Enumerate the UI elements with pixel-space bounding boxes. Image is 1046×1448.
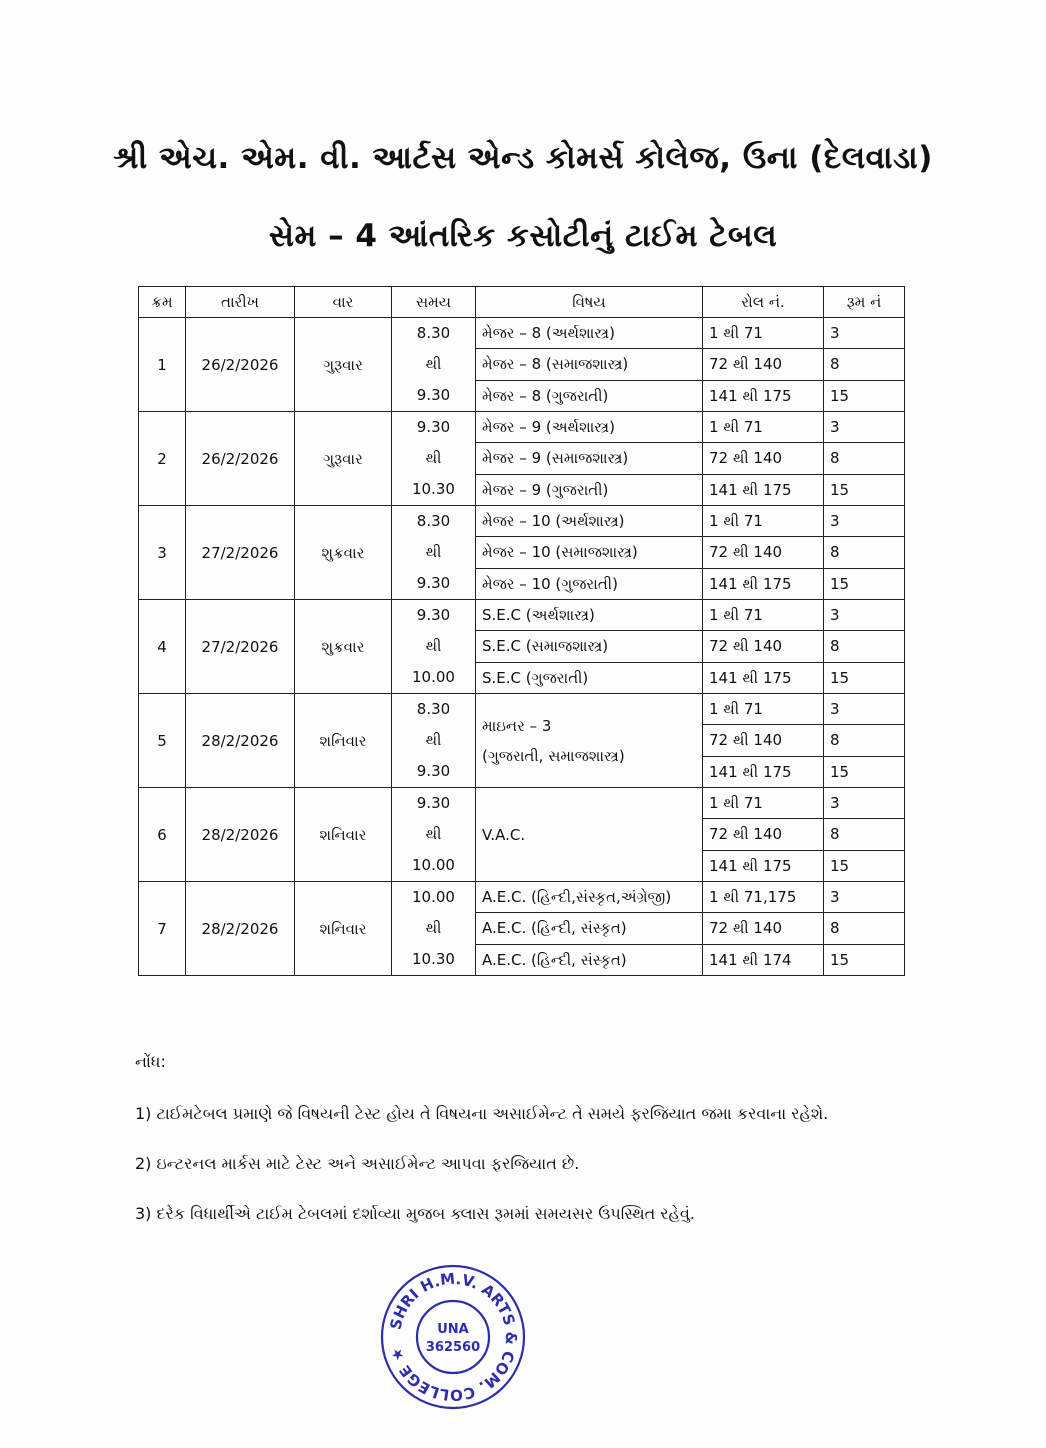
cell-room: 3 <box>824 788 905 819</box>
cell-room: 15 <box>824 568 905 599</box>
cell-roll: 72 થી 140 <box>703 631 824 662</box>
cell-roll: 1 થી 71 <box>703 788 824 819</box>
table-row <box>139 412 905 443</box>
stamp-ring-text: SHRI H.M.V. ARTS & COM. COLLEGE ★ <box>386 1269 521 1405</box>
cell-subject: મેજર – 8 (ગુજરાતી) <box>476 380 703 411</box>
cell-time <box>392 882 476 976</box>
cell-day: શનિવાર <box>295 882 392 976</box>
cell-roll: 72 થી 140 <box>703 913 824 944</box>
cell-subject: મેજર – 9 (અર્થશાસ્ત્ર) <box>476 412 703 443</box>
cell-serial: 7 <box>139 882 186 976</box>
timetable-header-row <box>139 287 905 318</box>
cell-subject: મેજર – 9 (ગુજરાતી) <box>476 474 703 505</box>
time-line: થી <box>425 731 442 749</box>
cell-date: 28/2/2026 <box>186 694 295 788</box>
cell-roll: 141 થી 175 <box>703 380 824 411</box>
cell-subject: મેજર – 8 (અર્થશાસ્ત્ર) <box>476 318 703 349</box>
cell-subject: મેજર – 9 (સમાજશાસ્ત્ર) <box>476 443 703 474</box>
header-serial: ક્રમ <box>139 287 186 318</box>
time-line: 9.30 <box>416 386 451 404</box>
cell-room: 3 <box>824 412 905 443</box>
time-line: 9.30 <box>416 794 451 812</box>
note-item: 2) ઇન્ટરનલ માર્કસ માટે ટેસ્ટ અને અસાઈમેન્ટ આપવા ફરજિયાત છે. <box>135 1154 580 1173</box>
header-date: તારીખ <box>186 287 295 318</box>
cell-roll: 141 થી 175 <box>703 474 824 505</box>
cell-date: 27/2/2026 <box>186 506 295 600</box>
cell-room: 15 <box>824 944 905 975</box>
table-row <box>139 600 905 631</box>
cell-subject: S.E.C (સમાજશાસ્ત્ર) <box>476 631 703 662</box>
cell-roll: 72 થી 140 <box>703 819 824 850</box>
table-row <box>139 788 905 819</box>
cell-subject: મેજર – 10 (અર્થશાસ્ત્ર) <box>476 506 703 537</box>
exam-title: સેમ – 4 આંતરિક કસોટીનું ટાઈમ ટેબલ <box>268 218 778 254</box>
time-line: થી <box>425 543 442 561</box>
cell-date: 28/2/2026 <box>186 882 295 976</box>
cell-time <box>392 600 476 694</box>
subject-line: માઇનર – 3 <box>482 716 552 735</box>
cell-subject: A.E.C. (હિન્દી, સંસ્કૃત) <box>476 944 703 975</box>
cell-roll: 141 થી 175 <box>703 850 824 881</box>
cell-room: 15 <box>824 850 905 881</box>
time-line: થી <box>425 637 442 655</box>
cell-day: શુક્રવાર <box>295 600 392 694</box>
cell-room: 3 <box>824 694 905 725</box>
cell-subject: A.E.C. (હિન્દી,સંસ્કૃત,અંગ્રેજી) <box>476 882 703 913</box>
cell-time <box>392 318 476 412</box>
cell-time <box>392 412 476 506</box>
cell-roll: 1 થી 71 <box>703 506 824 537</box>
cell-subject: S.E.C (અર્થશાસ્ત્ર) <box>476 600 703 631</box>
cell-room: 3 <box>824 506 905 537</box>
cell-subject <box>476 788 703 882</box>
cell-subject: મેજર – 10 (સમાજશાસ્ત્ર) <box>476 537 703 568</box>
table-row <box>139 882 905 913</box>
time-line: 10.30 <box>412 480 455 498</box>
time-line: થી <box>425 825 442 843</box>
cell-room: 8 <box>824 349 905 380</box>
cell-date: 26/2/2026 <box>186 412 295 506</box>
cell-subject: S.E.C (ગુજરાતી) <box>476 662 703 693</box>
cell-room: 15 <box>824 474 905 505</box>
cell-serial: 4 <box>139 600 186 694</box>
note-item: 3) દરેક વિધાર્થીએ ટાઈમ ટેબલમાં દર્શાવ્યા મુજબ ક્લાસ રૂમમાં સમયસર ઉપસ્થિત રહેવું. <box>135 1204 695 1223</box>
cell-subject <box>476 694 703 788</box>
cell-roll: 1 થી 71,175 <box>703 882 824 913</box>
cell-roll: 141 થી 175 <box>703 756 824 787</box>
cell-roll: 1 થી 71 <box>703 412 824 443</box>
cell-serial: 2 <box>139 412 186 506</box>
cell-room: 8 <box>824 537 905 568</box>
time-line: 10.00 <box>412 888 455 906</box>
cell-room: 8 <box>824 819 905 850</box>
time-line: 8.30 <box>416 700 451 718</box>
cell-roll: 72 થી 140 <box>703 349 824 380</box>
cell-day: ગુરૂવાર <box>295 412 392 506</box>
header-room: રૂમ નં <box>824 287 905 318</box>
header-subject: વિષય <box>476 287 703 318</box>
cell-room: 15 <box>824 756 905 787</box>
notes-heading: નોંધ: <box>135 1052 166 1071</box>
cell-serial: 5 <box>139 694 186 788</box>
cell-roll: 72 થી 140 <box>703 537 824 568</box>
cell-roll: 141 થી 174 <box>703 944 824 975</box>
time-line: 9.30 <box>416 574 451 592</box>
cell-roll: 1 થી 71 <box>703 318 824 349</box>
cell-room: 15 <box>824 662 905 693</box>
time-line: 9.30 <box>416 418 451 436</box>
table-row <box>139 694 905 725</box>
college-seal-stamp <box>378 1262 528 1412</box>
cell-date: 28/2/2026 <box>186 788 295 882</box>
time-line: 9.30 <box>416 762 451 780</box>
notes <box>135 1052 935 1254</box>
time-line: 9.30 <box>416 606 451 624</box>
cell-serial: 3 <box>139 506 186 600</box>
cell-date: 27/2/2026 <box>186 600 295 694</box>
cell-room: 3 <box>824 882 905 913</box>
cell-room: 15 <box>824 380 905 411</box>
cell-day: શનિવાર <box>295 694 392 788</box>
cell-date: 26/2/2026 <box>186 318 295 412</box>
cell-room: 3 <box>824 318 905 349</box>
time-line: થી <box>425 919 442 937</box>
subject-line: (ગુજરાતી, સમાજશાસ્ત્ર) <box>482 746 625 765</box>
cell-roll: 141 થી 175 <box>703 662 824 693</box>
cell-roll: 72 થી 140 <box>703 725 824 756</box>
header-day: વાર <box>295 287 392 318</box>
time-line: 8.30 <box>416 324 451 342</box>
cell-serial: 6 <box>139 788 186 882</box>
cell-room: 8 <box>824 443 905 474</box>
cell-roll: 1 થી 71 <box>703 694 824 725</box>
table-row <box>139 506 905 537</box>
cell-roll: 72 થી 140 <box>703 443 824 474</box>
cell-time <box>392 506 476 600</box>
cell-room: 8 <box>824 913 905 944</box>
time-line: 10.00 <box>412 856 455 874</box>
cell-day: શનિવાર <box>295 788 392 882</box>
cell-room: 8 <box>824 725 905 756</box>
stamp-city: UNA <box>437 1322 469 1337</box>
cell-room: 3 <box>824 600 905 631</box>
cell-subject: A.E.C. (હિન્દી, સંસ્કૃત) <box>476 913 703 944</box>
cell-time <box>392 788 476 882</box>
time-line: 10.30 <box>412 950 455 968</box>
timetable <box>138 286 905 976</box>
college-name: શ્રી એચ. એમ. વી. આર્ટસ એન્ડ કોમર્સ કોલેજ, ઉના (દેલવાડા) <box>113 140 933 176</box>
time-line: 10.00 <box>412 668 455 686</box>
subject-line: V.A.C. <box>482 825 526 844</box>
note-item: 1) ટાઈમટેબલ પ્રમાણે જે વિષયની ટેસ્ટ હોય તે વિષયના અસાઈમેન્ટ તે સમયે ફરજિયાત જમા કરવાના રહેશે. <box>135 1104 829 1123</box>
cell-day: શુક્રવાર <box>295 506 392 600</box>
cell-day: ગુરૂવાર <box>295 318 392 412</box>
cell-time <box>392 694 476 788</box>
time-line: થી <box>425 355 442 373</box>
table-row <box>139 318 905 349</box>
cell-room: 8 <box>824 631 905 662</box>
cell-serial: 1 <box>139 318 186 412</box>
time-line: થી <box>425 449 442 467</box>
cell-roll: 141 થી 175 <box>703 568 824 599</box>
cell-subject: મેજર – 10 (ગુજરાતી) <box>476 568 703 599</box>
header-time: સમય <box>392 287 476 318</box>
header-roll: રોલ નં. <box>703 287 824 318</box>
time-line: 8.30 <box>416 512 451 530</box>
cell-subject: મેજર – 8 (સમાજશાસ્ત્ર) <box>476 349 703 380</box>
cell-roll: 1 થી 71 <box>703 600 824 631</box>
stamp-pincode: 362560 <box>425 1340 481 1355</box>
